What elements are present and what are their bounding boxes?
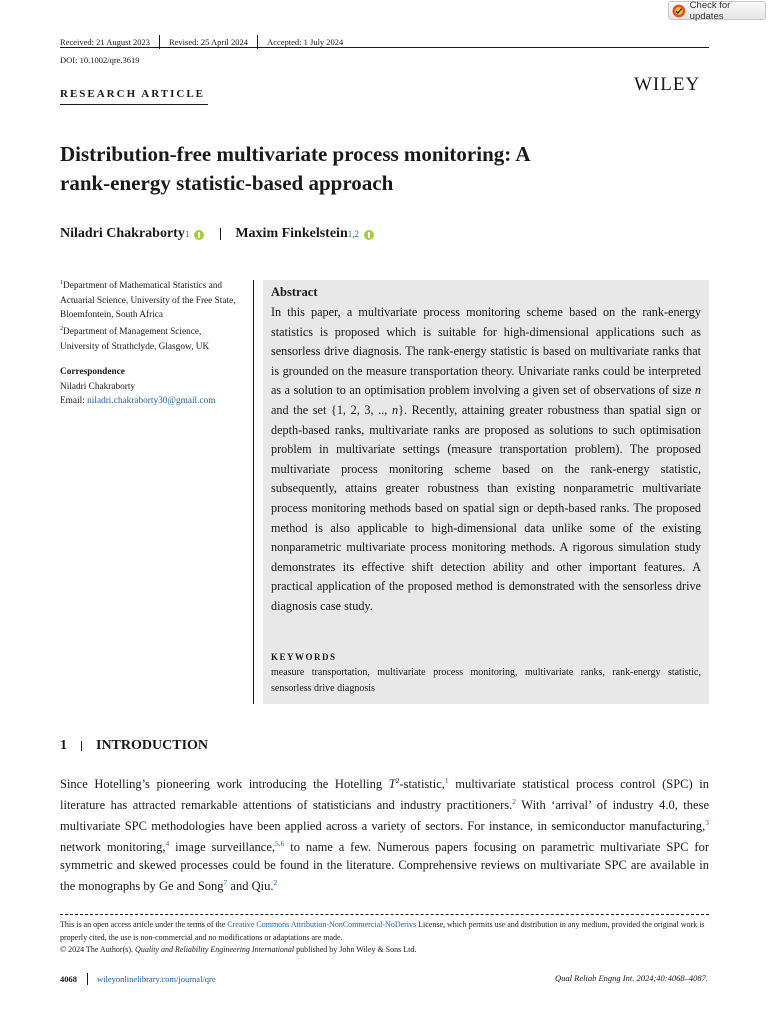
math-superscript: 2 xyxy=(395,776,400,785)
affiliation-1 xyxy=(60,276,240,323)
email-label: Email: xyxy=(60,396,85,406)
text-part: Since Hotelling’s pioneering work introducing the Hotelling xyxy=(60,777,389,792)
abstract-text xyxy=(271,303,701,617)
keywords-text: measure transportation, multivariate process monitoring, multivariate ranks, rank-energy statistic, sensorless drive diagnosis xyxy=(271,667,701,694)
license-line xyxy=(60,919,709,944)
correspondence-name: Niladri Chakraborty xyxy=(60,381,136,392)
text-part: network monitoring, xyxy=(60,840,166,855)
license-link[interactable]: Creative Commons Attribution-NonCommercial-NoDerivs xyxy=(227,920,417,929)
citation: Qual Reliab Engng Int. 2024;40:4068–4087. xyxy=(555,973,708,983)
email-link[interactable]: niladri.chakraborty30@gmail.com xyxy=(87,396,216,406)
text-part: multivariate statistical process control (SPC) in literature has attracted remarkable attentions of statisticians and industry practitioners. xyxy=(60,777,709,813)
text-part: This is an open access article under the terms of the xyxy=(60,920,228,929)
journal-url-link[interactable]: wileyonlinelibrary.com/journal/qre xyxy=(97,974,216,984)
footnote-rule xyxy=(60,914,709,915)
revised-date: Revised: 25 April 2024 xyxy=(168,37,249,47)
section-title: INTRODUCTION xyxy=(96,738,209,753)
abstract-heading: Abstract xyxy=(271,285,318,299)
author-list xyxy=(60,226,374,242)
doi: DOI: 10.1002/qre.3619 xyxy=(60,55,140,65)
reference-link[interactable]: 7 xyxy=(223,877,228,887)
copyright-line xyxy=(60,944,709,957)
author-divider xyxy=(220,228,221,240)
text-part: -statistic, xyxy=(399,777,445,792)
license-note xyxy=(60,919,709,957)
article-type-rule xyxy=(60,104,208,105)
text-part: License, which permits use and distribution in any medium, provided the original work is properly cited, the use is non-commercial and no modifications or adaptations are made. xyxy=(60,920,705,942)
abstract-part: and the set {1, 2, 3, .., xyxy=(271,402,393,417)
math-n: n xyxy=(392,402,399,417)
author-affil-ref[interactable]: 1 xyxy=(184,229,190,239)
keywords-heading: KEYWORDS xyxy=(271,652,337,662)
text-part: With ‘arrival’ of industry 4.0, these multivariate SPC methodologies have been applied across a variety of sectors. For instance, in semiconductor manufacturing, xyxy=(60,798,709,834)
introduction-paragraph xyxy=(60,772,709,895)
journal-name: Quality and Reliability Engineering International xyxy=(135,945,295,954)
title-line-1: Distribution-free multivariate process monitoring: A xyxy=(60,142,531,166)
author-affil-ref[interactable]: 1,2 xyxy=(347,229,359,239)
article-type: RESEARCH ARTICLE xyxy=(60,88,206,100)
publisher-logo: WILEY xyxy=(634,74,701,95)
orcid-icon[interactable] xyxy=(364,230,374,240)
section-heading xyxy=(60,738,208,754)
author-name[interactable]: Niladri Chakraborty xyxy=(60,226,185,241)
footer-divider xyxy=(87,973,88,985)
affiliation-text: Department of Mathematical Statistics and Actuarial Science, University of the Free State, Bloemfontein, South Africa xyxy=(60,281,236,321)
reference-link[interactable]: 4 xyxy=(165,839,170,849)
reference-link[interactable]: 2 xyxy=(512,797,517,807)
reference-link[interactable]: 5,6 xyxy=(275,839,285,849)
reference-link[interactable]: 1 xyxy=(444,776,449,785)
text-part: to name a few. Numerous papers focusing on parametric multivariate SPC for symmetric and skewed processes could be found in the literature. Comprehensive reviews on multivariate SPC are available in the monographs by Ge and Song xyxy=(60,840,709,893)
title-line-2: rank-energy statistic-based approach xyxy=(60,171,394,195)
reference-link[interactable]: 3 xyxy=(705,818,709,828)
text-part: published by John Wiley & Sons Ltd. xyxy=(294,945,417,954)
column-divider xyxy=(253,280,254,704)
correspondence-email-line xyxy=(60,394,240,409)
received-date: Received: 21 August 2023 xyxy=(60,37,150,47)
math-t: T xyxy=(388,777,396,792)
affiliation-text: Department of Management Science, University of Strathclyde, Glasgow, UK xyxy=(60,327,210,352)
header-rule xyxy=(60,47,709,48)
correspondence-heading: Correspondence xyxy=(60,367,125,377)
check-updates-label: Check for updates xyxy=(689,0,731,22)
check-for-updates-button[interactable] xyxy=(668,1,766,20)
math-n: n xyxy=(694,383,701,398)
correspondence xyxy=(60,365,240,409)
affiliation-number: 1 xyxy=(60,280,63,286)
reference-link[interactable]: 2 xyxy=(273,877,278,887)
abstract-part: In this paper, a multivariate process monitoring scheme based on the rank-energy statistics is proposed which is suitable for high-dimensional applications such as sensorless drive diagnosis. The rank-energy statistic is based on multivariate ranks that is grounded on the measure transportation theory. Univariate ranks could be interpreted as a solution to an optimisation problem involving a given set of observations of size xyxy=(271,305,701,398)
abstract-part: }. Recently, attaining greater robustness than spatial sign or depth-based ranks, multivariate ranks are proposed as solutions to such optimisation problem in multivariate settings (measure transportation problem). The proposed multivariate process monitoring scheme based on the rank-energy statistic, subsequently, attains greater robustness than existing nonparametric multivariate process monitoring methods based on spatial sign or depth-based ranks. The proposed method is also applicable to high-dimensional data unlike some of the existing nonparametric multivariate process monitoring methods. A rigorous simulation study demonstrates its effective shift detection ability and other important features. A practical application of the proposed method is demonstrated with the sensorless drive diagnosis case study. xyxy=(271,402,701,613)
article-title xyxy=(60,140,700,198)
author-name[interactable]: Maxim Finkelstein xyxy=(235,226,348,241)
check-updates-icon xyxy=(672,4,686,18)
affiliation-2 xyxy=(60,322,240,354)
affiliation-number: 2 xyxy=(60,326,63,332)
section-number: 1 xyxy=(60,738,67,753)
text-part: and Qiu. xyxy=(227,878,274,893)
section-divider xyxy=(81,741,82,751)
page-footer-left xyxy=(60,973,216,985)
page-number: 4068 xyxy=(60,974,77,984)
accepted-date: Accepted: 1 July 2024 xyxy=(267,37,344,47)
text-part: © 2024 The Author(s). xyxy=(60,945,136,954)
orcid-icon[interactable] xyxy=(194,230,204,240)
text-part: image surveillance, xyxy=(169,840,276,855)
